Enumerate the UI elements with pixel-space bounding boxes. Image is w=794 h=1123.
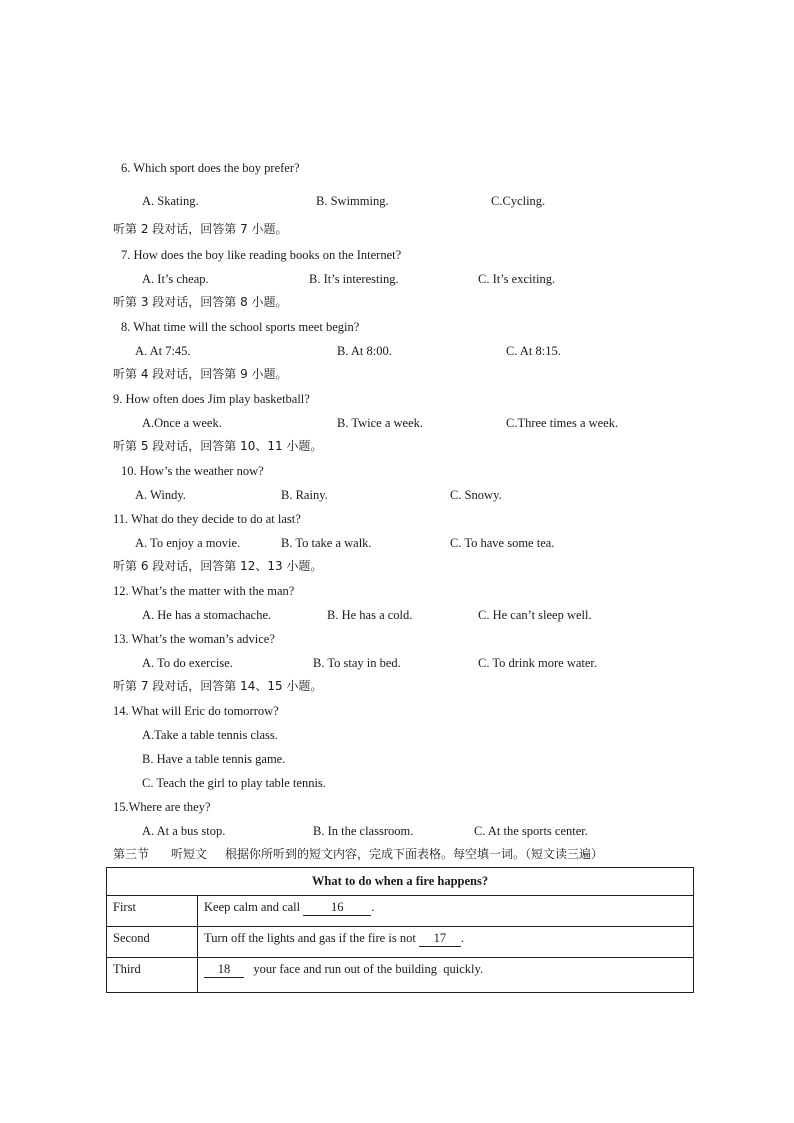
table-row (107, 958, 694, 993)
step-cell: First (107, 896, 198, 927)
q10-option-c: C. Snowy. (450, 488, 502, 502)
section-6-instruction: 听第 6 段对话，回答第 12、13 小题。 (113, 559, 323, 573)
step-cell: Third (107, 958, 198, 993)
table-row (107, 927, 694, 958)
q14-option-a: A.Take a table tennis class. (142, 728, 278, 742)
q10-option-b: B. Rainy. (281, 488, 328, 502)
section-3-instruction: 听第 3 段对话，回答第 8 小题。 (113, 295, 288, 309)
q15-option-a: A. At a bus stop. (142, 824, 226, 838)
q11-option-c: C. To have some tea. (450, 536, 555, 550)
q11-option-a: A. To enjoy a movie. (135, 536, 241, 550)
q6-option-a: A. Skating. (142, 194, 199, 208)
q11-option-b: B. To take a walk. (281, 536, 372, 550)
question-9: 9. How often does Jim play basketball? (113, 392, 310, 406)
q10-option-a: A. Windy. (135, 488, 186, 502)
question-8: 8. What time will the school sports meet begin? (121, 320, 360, 334)
instruction-text: Turn off the lights and gas if the fire is not (204, 931, 419, 945)
q8-option-b: B. At 8:00. (337, 344, 392, 358)
q15-option-b: B. In the classroom. (313, 824, 414, 838)
fire-table (106, 867, 694, 993)
q12-option-b: B. He has a cold. (327, 608, 413, 622)
part-3-title: 听短文 (171, 847, 208, 861)
answer-blank-17: 17 (419, 931, 461, 947)
question-14: 14. What will Eric do tomorrow? (113, 704, 279, 718)
part-3-instruction: 根据你所听到的短文内容，完成下面表格。每空填一词。（短文读三遍） (225, 847, 604, 861)
q8-option-a: A. At 7:45. (135, 344, 191, 358)
q7-option-a: A. It’s cheap. (142, 272, 209, 286)
question-6: 6. Which sport does the boy prefer? (121, 161, 300, 175)
q9-option-a: A.Once a week. (142, 416, 222, 430)
q13-option-b: B. To stay in bed. (313, 656, 401, 670)
answer-blank-18: 18 (204, 962, 244, 978)
question-12: 12. What’s the matter with the man? (113, 584, 295, 598)
q15-option-c: C. At the sports center. (474, 824, 588, 838)
table-row (107, 896, 694, 927)
question-10: 10. How’s the weather now? (121, 464, 264, 478)
section-2-instruction: 听第 2 段对话，回答第 7 小题。 (113, 222, 288, 236)
q14-option-c: C. Teach the girl to play table tennis. (142, 776, 326, 790)
q9-option-c: C.Three times a week. (506, 416, 619, 430)
instruction-cell (198, 896, 694, 927)
instruction-cell (198, 927, 694, 958)
q14-option-b: B. Have a table tennis game. (142, 752, 286, 766)
q7-option-b: B. It’s interesting. (309, 272, 399, 286)
section-4-instruction: 听第 4 段对话，回答第 9 小题。 (113, 367, 288, 381)
instruction-text: Keep calm and call (204, 900, 304, 914)
q13-option-a: A. To do exercise. (142, 656, 233, 670)
section-7-instruction: 听第 7 段对话，回答第 14、15 小题。 (113, 679, 323, 693)
q12-option-a: A. He has a stomachache. (142, 608, 272, 622)
q8-option-c: C. At 8:15. (506, 344, 561, 358)
step-cell: Second (107, 927, 198, 958)
q12-option-c: C. He can’t sleep well. (478, 608, 592, 622)
instruction-text: . (371, 900, 375, 914)
instruction-text: your face and run out of the building quickly. (244, 962, 484, 976)
answer-blank-16: 16 (303, 900, 371, 916)
question-13: 13. What’s the woman’s advice? (113, 632, 275, 646)
question-7: 7. How does the boy like reading books on the Internet? (121, 248, 402, 262)
question-15: 15.Where are they? (113, 800, 211, 814)
q13-option-c: C. To drink more water. (478, 656, 598, 670)
question-11: 11. What do they decide to do at last? (113, 512, 301, 526)
instruction-cell (198, 958, 694, 993)
section-5-instruction: 听第 5 段对话，回答第 10、11 小题。 (113, 439, 323, 453)
q7-option-c: C. It’s exciting. (478, 272, 556, 286)
fire-table-header: What to do when a fire happens? (107, 868, 694, 896)
q6-option-b: B. Swimming. (316, 194, 389, 208)
q9-option-b: B. Twice a week. (337, 416, 424, 430)
part-3-label: 第三节 (113, 847, 150, 861)
q6-option-c: C.Cycling. (491, 194, 546, 208)
instruction-text: . (460, 931, 465, 945)
